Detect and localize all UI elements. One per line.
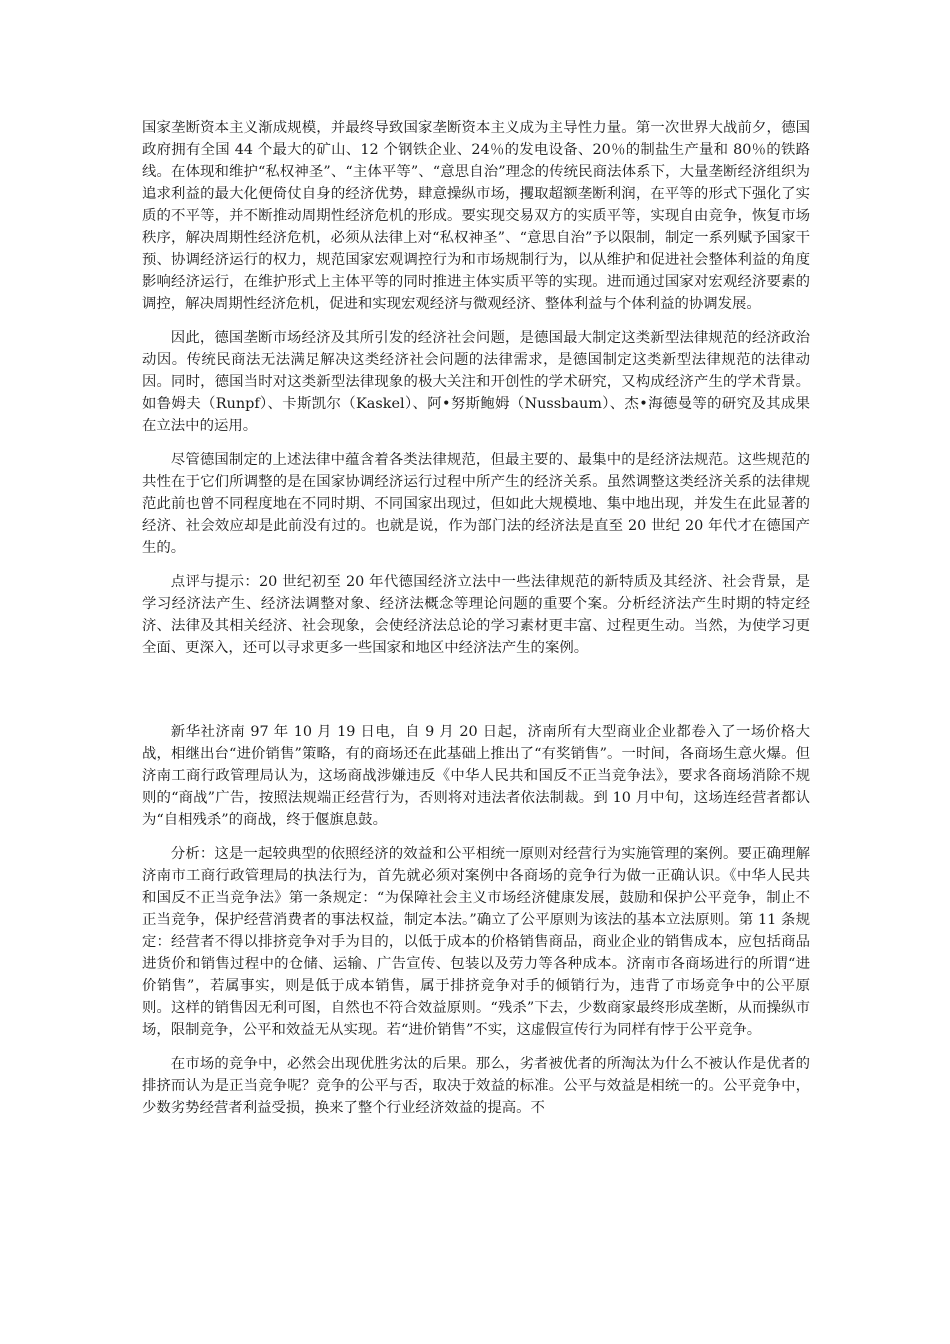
paragraph-competition: 在市场的竞争中，必然会出现优胜劣汰的后果。那么，劣者被优者的所淘汰为什么不被认作是优者的排挤而认为是正当竞争呢？竞争的公平与否，取决于效益的标准。公平与效益是相统一的。公平竞争中，少数劣势经营者利益受损，换来了整个行业经济效益的提高。不 bbox=[142, 1056, 810, 1116]
paragraph-economic-law-norms: 尽管德国制定的上述法律中蕴含着各类法律规范，但最主要的、最集中的是经济法规范。这些规范的共性在于它们所调整的是在国家协调经济运行过程中所产生的经济关系。虽然调整这类经济关系的法律规范此前也曾不同程度地在不同时期、不同国家出现过，但如此大规模地、集中地出现，并发生在此显著的经济、社会效应却是此前没有过的。也就是说，作为部门法的经济法是直至 20 世纪 20 年代才在德国产生的。 bbox=[142, 452, 810, 556]
paragraph-analysis: 分析：这是一起较典型的依照经济的效益和公平相统一原则对经营行为实施管理的案例。要正确理解济南市工商行政管理局的执法行为，首先就必须对案例中各商场的竞争行为做一正确认识。《中华人民共和国反不正当竞争法》第一条规定：“为保障社会主义市场经济健康发展，鼓励和保护公平竞争，制止不正当竞争，保护经营消费者的事法权益，制定本法。”确立了公平原则为该法的基本立法原则。第 11 条规定：经营者不得以排挤竞争对手为目的，以低于成本的价格销售商品，商业企业的销售成本，应包括商品进货价和销售过程中的仓储、运输、广告宣传、包装以及劳力等各种成本。济南市各商场进行的所谓“进价销售”，若属事实，则是低于成本销售，属于排挤竞争对手的倾销行为，违背了市场竞争中的公平原则。这样的销售因无利可图，自然也不符合效益原则。“残杀”下去，少数商家最终形成垄断，从而操纵市场，限制竞争，公平和效益无从实现。若“进价销售”不实，这虚假宣传行为同样有悖于公平竞争。 bbox=[142, 846, 810, 1038]
paragraph-german-motives: 因此，德国垄断市场经济及其所引发的经济社会问题，是德国最大制定这类新型法律规范的经济政治动因。传统民商法无法满足解决这类经济社会问题的法律需求，是德国制定这类新型法律规范的法律动因。同时，德国当时对这类新型法律现象的极大关注和开创性的学术研究，又构成经济产生的学术背景。如鲁姆夫（Runpf）、卡斯凯尔（Kaskel）、阿•努斯鲍姆（Nussbaum）、杰•海德曼等的研究及其成果在立法中的运用。 bbox=[142, 330, 810, 434]
paragraph-jinan-news: 新华社济南 97 年 10 月 19 日电，自 9 月 20 日起，济南所有大型商业企业都卷入了一场价格大战，相继出台“进价销售”策略，有的商场还在此基础上推出了“有奖销售”。一时间，各商场生意火爆。但济南工商行政管理局认为，这场商战涉嫌违反《中华人民共和国反不正当竞争法》，要求各商场消除不规则的“商战”广告，按照法规端正经营行为，否则将对违法者依法制裁。到 10 月中旬，这场连经营者都认为“自相残杀”的商战，终于偃旗息鼓。 bbox=[142, 724, 810, 828]
paragraph-state-monopoly: 国家垄断资本主义渐成规模，并最终导致国家垄断资本主义成为主导性力量。第一次世界大战前夕，德国政府拥有全国 44 个最大的矿山、12 个钢铁企业、24％的发电设备、20％的制盐生产量和 80％的铁路线。在体现和维护“私权神圣”、“主体平等”、“意思自治”理念的传统民商法体系下，大量垄断经济组织为追求利益的最大化便倚仗自身的经济优势，肆意操纵市场，攫取超额垄断利润，在平等的形式下强化了实质的不平等，并不断推动周期性经济危机的形成。要实现交易双方的实质平等，实现自由竞争，恢复市场秩序，解决周期性经济危机，必须从法律上对“私权神圣”、“意思自治”予以限制，制定一系列赋予国家干预、协调经济运行的权力，规范国家宏观调控行为和市场规制行为，以从维护和促进社会整体利益的角度影响经济运行，在维护形式上主体平等的同时推进主体实质平等的实现。进而通过国家对宏观经济要素的调控，解决周期性经济危机，促进和实现宏观经济与微观经济、整体利益与个体利益的协调发展。 bbox=[142, 120, 810, 312]
paragraph-commentary: 点评与提示：20 世纪初至 20 年代德国经济立法中一些法律规范的新特质及其经济、社会背景，是学习经济法产生、经济法调整对象、经济法概念等理论问题的重要个案。分析经济法产生时期的特定经济、法律及其相关经济、社会现象，会使经济法总论的学习素材更丰富、过程更生动。当然，为使学习更全面、更深入，还可以寻求更多一些国家和地区中经济法产生的案例。 bbox=[142, 574, 810, 656]
section-gap bbox=[142, 671, 810, 721]
document-page bbox=[142, 117, 810, 1131]
